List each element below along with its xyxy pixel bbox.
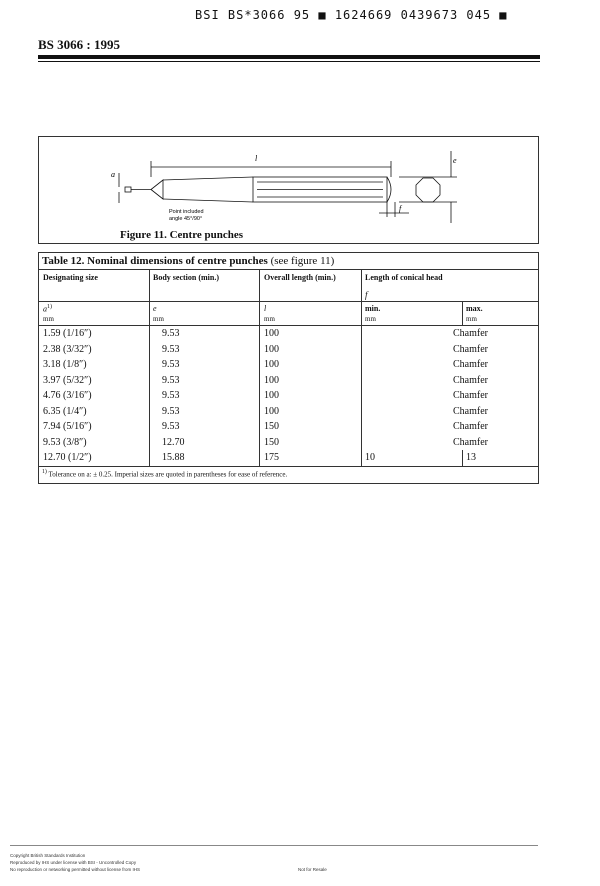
dim-e-label: e <box>453 156 457 165</box>
symbol-l: l <box>260 302 362 316</box>
dim-f-label: f <box>399 204 402 213</box>
footer-rule <box>10 845 538 846</box>
header-designating-size: Designating size <box>39 270 150 302</box>
header-rule-thin <box>38 61 540 62</box>
no-reproduction-line: No reproduction or networking permitted without license from IHS <box>10 867 141 872</box>
centre-punch-drawing <box>39 137 538 243</box>
table-row: 3.97 (5/32″) 9.53 100 Chamfer <box>39 373 539 389</box>
point-note-line2: angle 45°/90° <box>169 216 203 222</box>
table-row: 7.94 (5/16″) 9.53 150 Chamfer <box>39 419 539 435</box>
document-id: BS 3066 : 1995 <box>38 37 120 52</box>
table-row: 3.18 (1/8″) 9.53 100 Chamfer <box>39 357 539 373</box>
table-row: 2.38 (3/32″) 9.53 100 Chamfer <box>39 342 539 358</box>
figure-frame <box>38 136 539 244</box>
label-min: min. <box>362 302 463 316</box>
table-container <box>38 252 539 484</box>
header-conical-head: Length of conical head f <box>362 270 539 302</box>
header-overall-length: Overall length (min.) <box>260 270 362 302</box>
header-body-section: Body section (min.) <box>150 270 260 302</box>
header-rule-thick <box>38 55 540 59</box>
table-row: 6.35 (1/4″) 9.53 100 Chamfer <box>39 404 539 420</box>
barcode-text: BSI BS*3066 95 ■ 1624669 0439673 045 ■ <box>195 8 508 22</box>
centre-punch-table <box>38 252 539 484</box>
license-line: Reproduced by IHS under license with BSI - Uncontrolled Copy <box>10 860 137 865</box>
symbol-a: $a^{1)}$ <box>39 302 150 316</box>
table-footnote: $^{1)}$ Tolerance on a: ± 0.25. Imperial sizes are quoted in parentheses for ease of reference. <box>39 466 539 483</box>
point-note-line1: Point included <box>169 209 204 215</box>
table-row: 12.70 (1/2″) 15.88 175 10 13 <box>39 450 539 466</box>
table-title: Table 12. Nominal dimensions of centre punches (see figure 11) <box>39 253 539 270</box>
figure-caption: Figure 11. Centre punches <box>120 229 244 241</box>
unit-e: mm <box>150 315 260 326</box>
unit-max: mm <box>463 315 539 326</box>
not-for-resale: Not for Resale <box>298 867 327 872</box>
unit-a: mm <box>39 315 150 326</box>
unit-min: mm <box>362 315 463 326</box>
unit-l: mm <box>260 315 362 326</box>
dim-a-label: a <box>111 170 115 179</box>
symbol-e: e <box>150 302 260 316</box>
copyright-line: Copyright British Standards Institution <box>10 853 86 858</box>
dim-l-label: l <box>255 154 258 163</box>
table-row: 1.59 (1/16″) 9.53 100 Chamfer <box>39 326 539 342</box>
table-row: 9.53 (3/8″) 12.70 150 Chamfer <box>39 435 539 451</box>
label-max: max. <box>463 302 539 316</box>
table-row: 4.76 (3/16″) 9.53 100 Chamfer <box>39 388 539 404</box>
